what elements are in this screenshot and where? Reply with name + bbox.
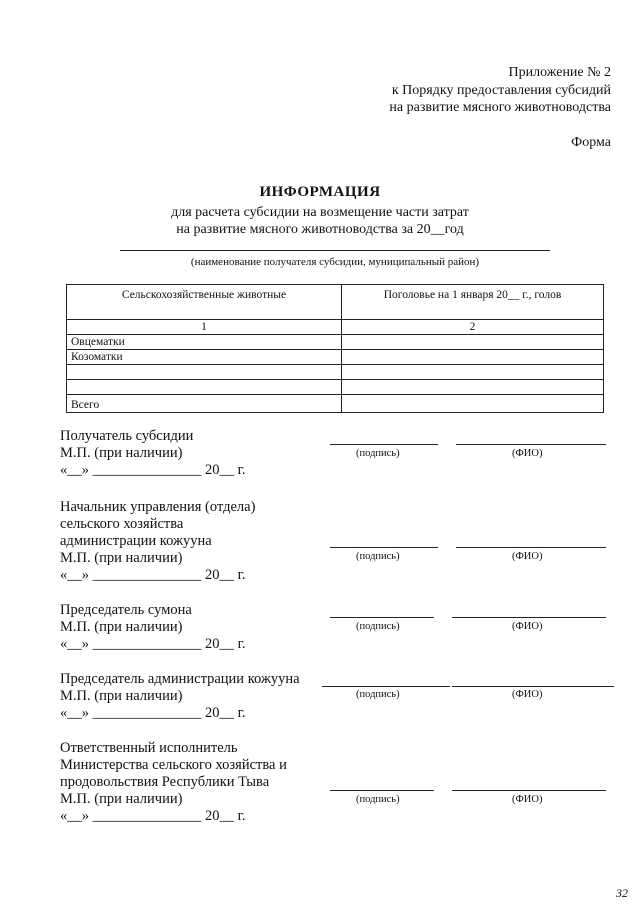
table-cell-animal: Овцематки	[67, 335, 342, 350]
block-line: «__» _______________ 20__ г.	[60, 636, 246, 652]
table-cell-animal	[67, 380, 342, 395]
block-line: Начальник управления (отдела)	[60, 499, 256, 515]
table-number-row	[67, 320, 604, 335]
appendix-header	[389, 64, 611, 117]
block-line: сельского хозяйства	[60, 516, 184, 532]
signature-caption: (подпись)	[356, 794, 400, 805]
block-line: М.П. (при наличии)	[60, 550, 183, 566]
signature-block-sumon-chairman	[60, 602, 246, 653]
table-row	[67, 365, 604, 380]
table-cell-total-count[interactable]	[342, 395, 604, 413]
fio-caption: (ФИО)	[512, 448, 543, 459]
fio-caption: (ФИО)	[512, 621, 543, 632]
block-line: «__» _______________ 20__ г.	[60, 705, 246, 721]
table-row	[67, 350, 604, 365]
block-line: «__» _______________ 20__ г.	[60, 462, 246, 478]
fio-line[interactable]	[452, 790, 606, 791]
signature-caption: (подпись)	[356, 551, 400, 562]
block-line: Председатель администрации кожууна	[60, 671, 300, 687]
block-line: продовольствия Республики Тыва	[60, 774, 270, 790]
table-cell-count[interactable]	[342, 380, 604, 395]
block-line: М.П. (при наличии)	[60, 619, 183, 635]
page-number: 32	[616, 886, 628, 900]
block-line: М.П. (при наличии)	[60, 445, 183, 461]
signature-line[interactable]	[330, 547, 438, 548]
block-line: Получатель субсидии	[60, 428, 194, 444]
document-title: ИНФОРМАЦИЯ	[259, 184, 381, 200]
appendix-line: Приложение № 2	[508, 65, 611, 80]
block-line: М.П. (при наличии)	[60, 688, 183, 704]
table-cell-count[interactable]	[342, 365, 604, 380]
table-cell-count[interactable]	[342, 350, 604, 365]
fio-line[interactable]	[456, 547, 606, 548]
block-line: М.П. (при наличии)	[60, 791, 183, 807]
table-header-row	[67, 285, 604, 320]
document-subtitle	[0, 204, 640, 238]
appendix-line: к Порядку предоставления субсидий	[391, 82, 611, 98]
fio-caption: (ФИО)	[512, 689, 543, 700]
subtitle-line: на развитие мясного животноводства за 20__год	[176, 222, 464, 237]
table-total-row	[67, 395, 604, 413]
signature-block-kozhuun-chairman	[60, 671, 300, 722]
block-line: администрации кожууна	[60, 533, 212, 549]
fio-caption: (ФИО)	[512, 551, 543, 562]
table-header-cell: Поголовье на 1 января 20__ г., голов	[342, 285, 604, 320]
signature-line[interactable]	[330, 444, 438, 445]
fio-caption: (ФИО)	[512, 794, 543, 805]
signature-block-agriculture-head	[60, 499, 255, 584]
fio-line[interactable]	[452, 686, 614, 687]
table-cell-animal	[67, 365, 342, 380]
table-row	[67, 380, 604, 395]
signature-caption: (подпись)	[356, 689, 400, 700]
block-line: Председатель сумона	[60, 602, 192, 618]
table-cell-total-label: Всего	[67, 395, 342, 413]
signature-line[interactable]	[330, 790, 434, 791]
block-line: Министерства сельского хозяйства и	[60, 757, 287, 773]
block-line: Ответственный исполнитель	[60, 740, 238, 756]
fio-line[interactable]	[456, 444, 606, 445]
signature-line[interactable]	[322, 686, 450, 687]
appendix-line: на развитие мясного животноводства	[389, 100, 611, 115]
table-header-cell: Сельскохозяйственные животные	[67, 285, 342, 320]
recipient-note: (наименование получателя субсидии, муниципальный район)	[190, 256, 480, 268]
signature-block-ministry-executor	[60, 740, 287, 825]
table-col-number: 1	[67, 320, 342, 335]
block-line: «__» _______________ 20__ г.	[60, 567, 246, 583]
table-col-number: 2	[342, 320, 604, 335]
signature-caption: (подпись)	[356, 621, 400, 632]
table-row	[67, 335, 604, 350]
block-line: «__» _______________ 20__ г.	[60, 808, 246, 824]
fio-line[interactable]	[452, 617, 606, 618]
signature-line[interactable]	[330, 617, 434, 618]
table-cell-count[interactable]	[342, 335, 604, 350]
form-label: Форма	[571, 135, 611, 150]
livestock-table	[66, 284, 604, 413]
subtitle-line: для расчета субсидии на возмещение части затрат	[171, 205, 469, 220]
signature-block-recipient	[60, 428, 246, 479]
signature-caption: (подпись)	[356, 448, 400, 459]
recipient-line	[120, 250, 550, 251]
table-cell-animal: Козоматки	[67, 350, 342, 365]
